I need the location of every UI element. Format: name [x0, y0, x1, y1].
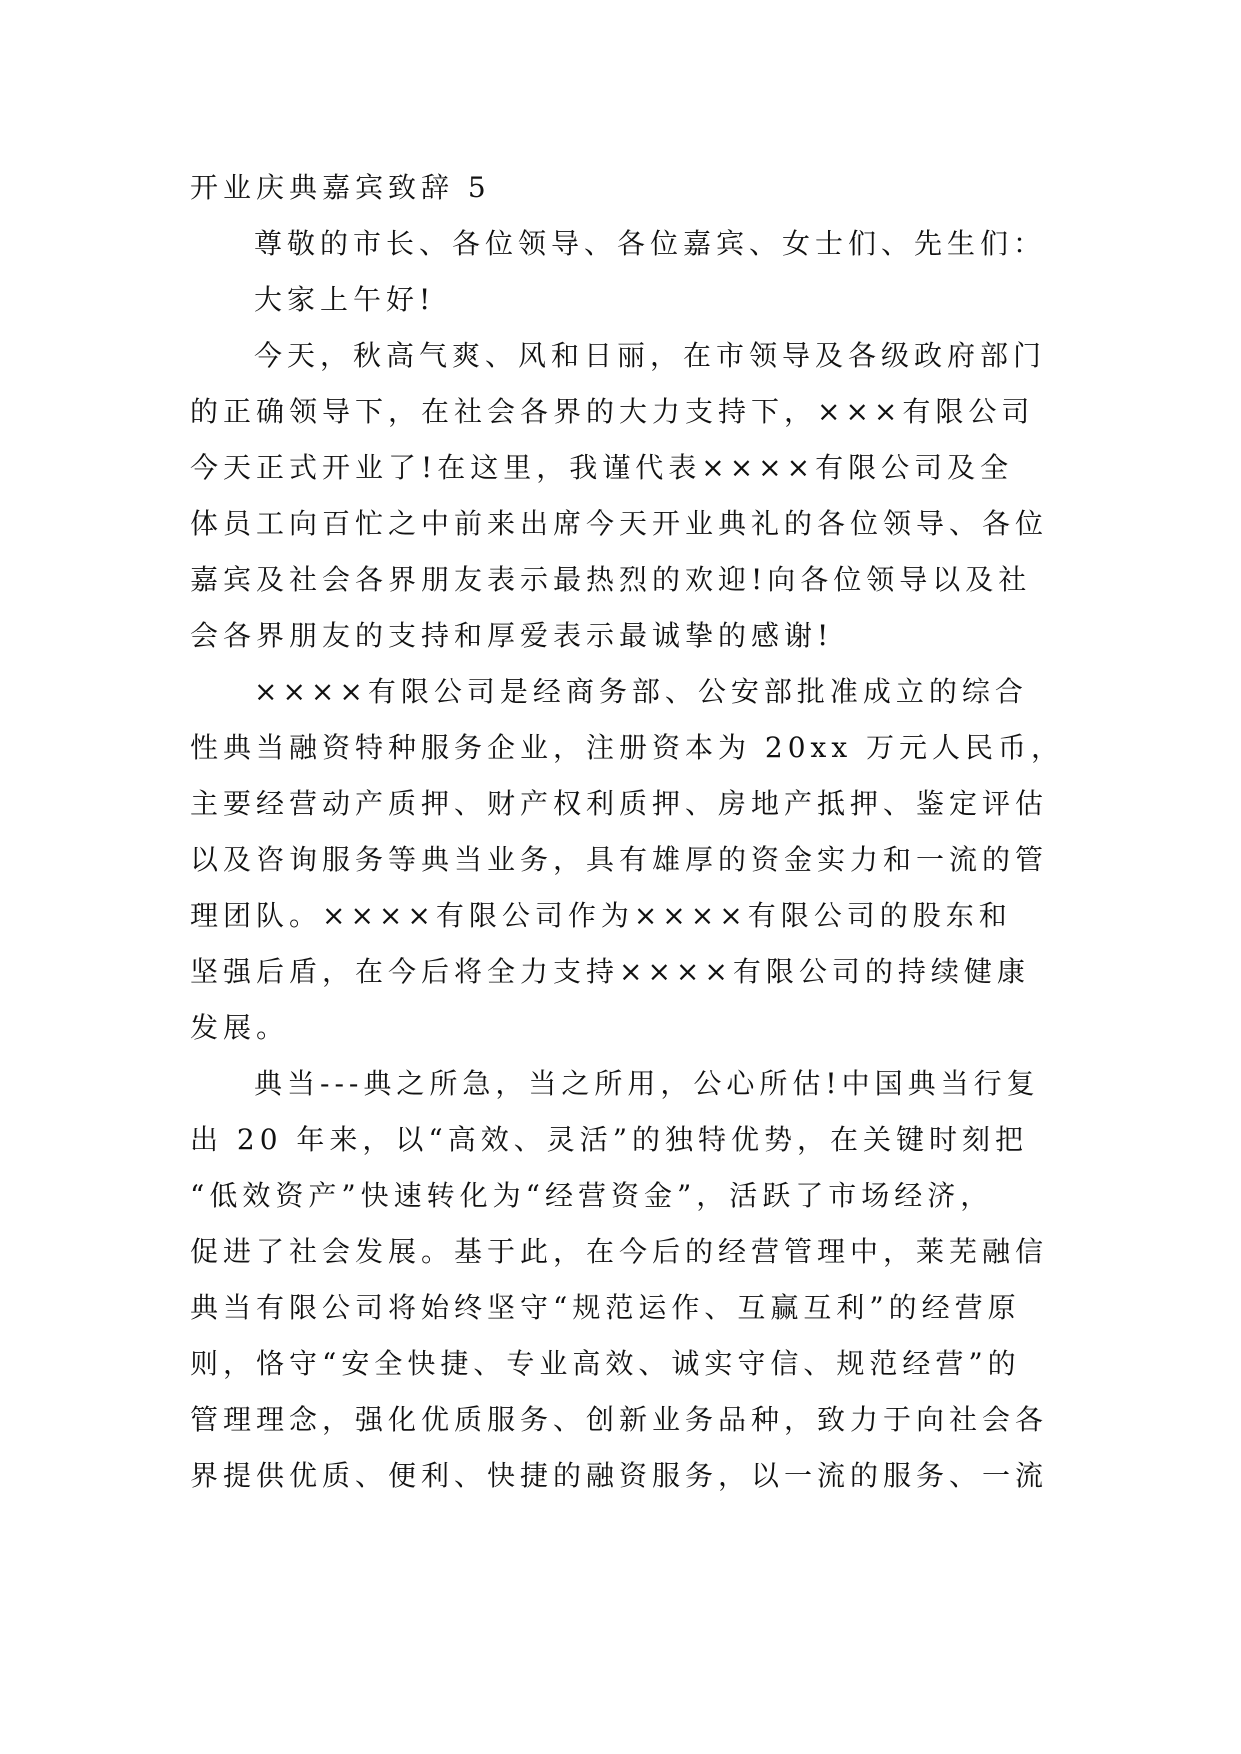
- text-line: 坚强后盾，在今后将全力支持××××有限公司的持续健康: [190, 955, 1030, 988]
- text-line: 的正确领导下，在社会各界的大力支持下，×××有限公司: [190, 395, 1035, 428]
- text-line: 以及咨询服务等典当业务，具有雄厚的资金实力和一流的管: [190, 843, 1049, 876]
- text-line: 典当---典之所急，当之所用，公心所估!中国典当行复: [254, 1067, 1040, 1100]
- text-line: 会各界朋友的支持和厚爱表示最诚挚的感谢!: [190, 619, 834, 652]
- text-line: 主要经营动产质押、财产权利质押、房地产抵押、鉴定评估: [190, 787, 1049, 820]
- text-line: “低效资产”快速转化为“经营资金”，活跃了市场经济，: [190, 1179, 994, 1212]
- document-body: [190, 160, 1065, 1504]
- text-line: 尊敬的市长、各位领导、各位嘉宾、女士们、先生们：: [254, 227, 1047, 260]
- text-line: ××××有限公司是经商务部、公安部批准成立的综合: [254, 675, 1028, 708]
- text-line: 出 20 年来，以“高效、灵活”的独特优势，在关键时刻把: [190, 1123, 1029, 1156]
- text-line: 则，恪守“安全快捷、专业高效、诚实守信、规范经营”的: [190, 1347, 1021, 1380]
- text-line: 嘉宾及社会各界朋友表示最热烈的欢迎!向各位领导以及社: [190, 563, 1032, 596]
- paragraph-company-intro: [190, 664, 1065, 1056]
- text-line: 管理理念，强化优质服务、创新业务品种，致力于向社会各: [190, 1403, 1049, 1436]
- text-line: 性典当融资特种服务企业，注册资本为 20xx 万元人民币，: [190, 731, 1065, 764]
- text-line: 今天，秋高气爽、风和日丽，在市领导及各级政府部门: [254, 339, 1047, 372]
- text-line: 典当有限公司将始终坚守“规范运作、互赢互利”的经营原: [190, 1291, 1021, 1324]
- text-line: 理团队。××××有限公司作为××××有限公司的股东和: [190, 899, 1012, 932]
- paragraph-pawn-industry: [190, 1056, 1060, 1504]
- text-line: 大家上午好!: [254, 283, 436, 316]
- document-title: 开业庆典嘉宾致辞 5: [190, 171, 491, 204]
- text-line: 促进了社会发展。基于此，在今后的经营管理中，莱芜融信: [190, 1235, 1049, 1268]
- paragraph-salutation: [190, 216, 1060, 272]
- text-line: 界提供优质、便利、快捷的融资服务，以一流的服务、一流: [190, 1459, 1049, 1492]
- text-line: 体员工向百忙之中前来出席今天开业典礼的各位领导、各位: [190, 507, 1049, 540]
- paragraph-opening: [190, 328, 1060, 664]
- text-line: 今天正式开业了!在这里，我谨代表××××有限公司及全: [190, 451, 1014, 484]
- text-line: 发展。: [190, 1011, 290, 1044]
- paragraph-greeting: [190, 272, 1060, 328]
